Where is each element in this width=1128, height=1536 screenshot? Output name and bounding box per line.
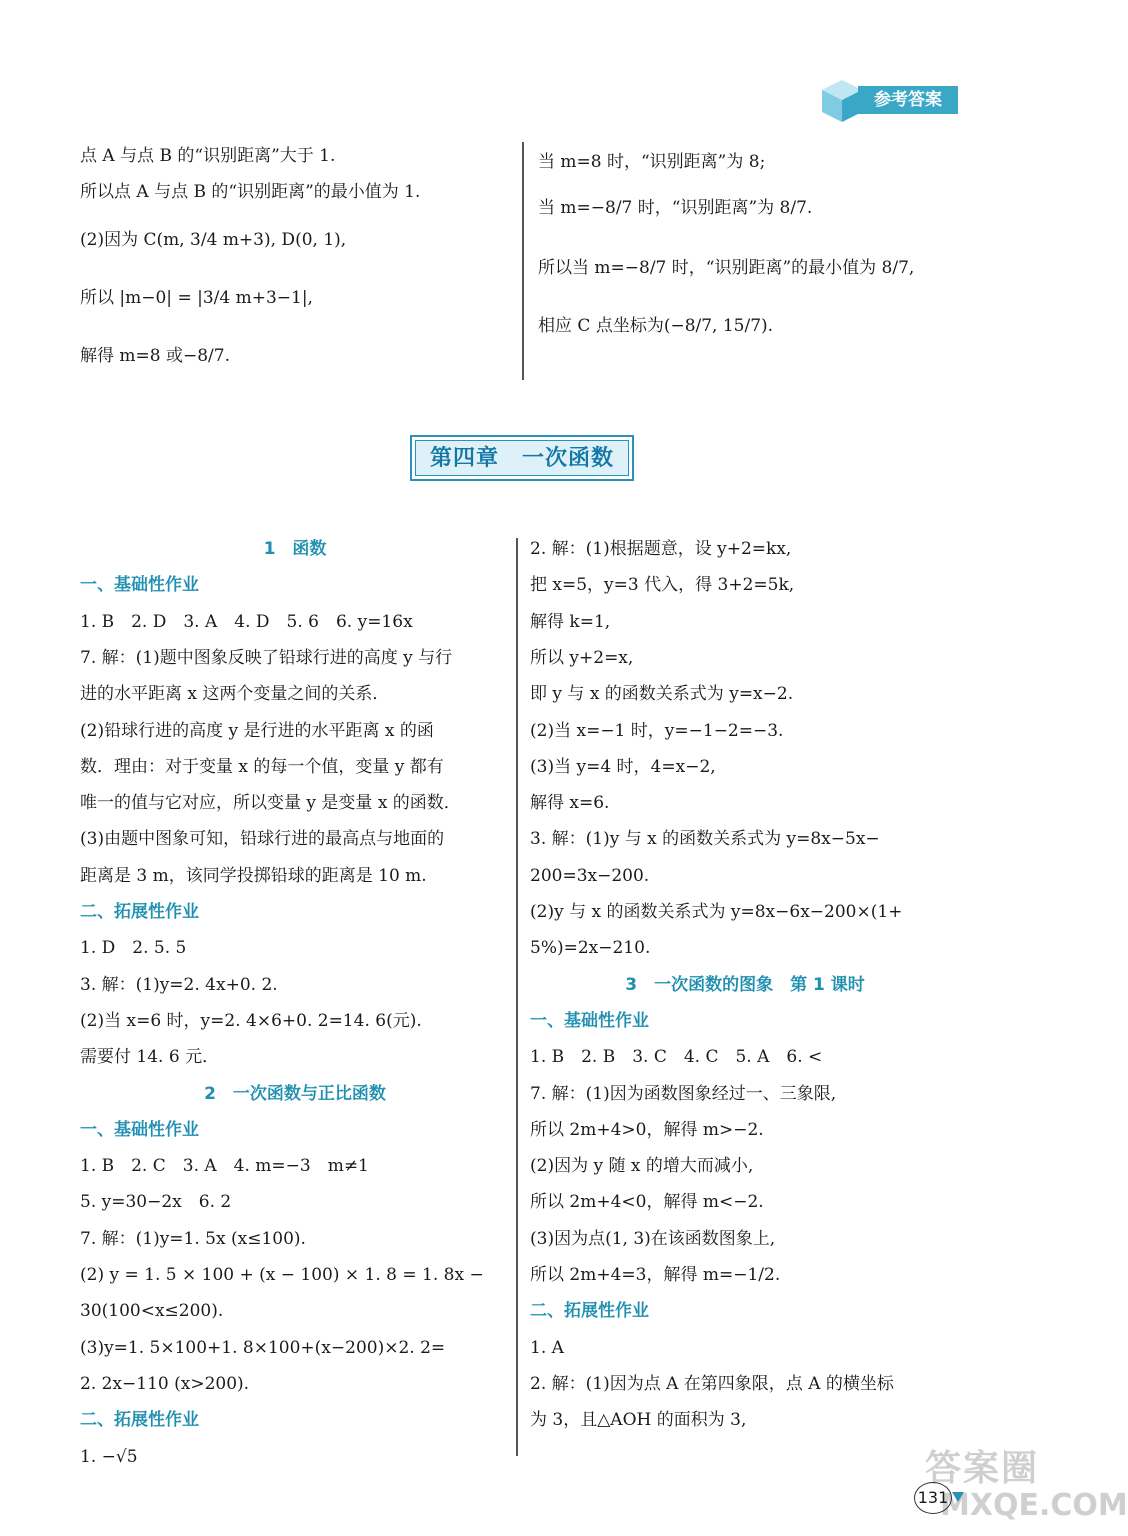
text-line: 1. B 2. B 3. C 4. C 5. A 6. < (530, 1047, 823, 1068)
text-line: (3)由题中图象可知，铅球行进的最高点与地面的 (80, 829, 445, 850)
text-line: 3. 解：(1)y 与 x 的函数关系式为 y=8x−5x− (530, 829, 880, 850)
text-line: 2. 解：(1)根据题意，设 y+2=kx, (530, 539, 792, 559)
text-line: 把 x=5，y=3 代入，得 3+2=5k, (530, 575, 795, 596)
text-line: 所以 |m−0| = |3/4 m+3−1|, (80, 288, 313, 308)
text-line: 7. 解：(1)因为函数图象经过一、三象限, (530, 1083, 837, 1104)
text-line: (2) y = 1. 5 × 100 + (x − 100) × 1. 8 = 1. 8x − (80, 1265, 484, 1285)
text-line: 进的水平距离 x 这两个变量之间的关系． (80, 684, 390, 705)
section-heading: 二、拓展性作业 (80, 1410, 199, 1431)
page-number: 131 (914, 1482, 952, 1514)
text-line: (3)当 y=4 时，4=x−2, (530, 756, 716, 777)
text-line: 解得 x=6. (530, 793, 610, 814)
section-heading: 一、基础性作业 (530, 1010, 649, 1031)
text-line: 所以 2m+4>0，解得 m>−2. (530, 1119, 764, 1140)
text-line: 唯一的值与它对应，所以变量 y 是变量 x 的函数． (80, 793, 461, 814)
text-line: 30(100<x≤200). (80, 1301, 224, 1322)
text-line: 2. 2x−110 (x>200). (80, 1373, 250, 1394)
text-line: 5. y=30−2x 6. 2 (80, 1192, 232, 1213)
text-line: 当 m=8 时，“识别距离”为 8; (538, 152, 766, 172)
watermark-url: MXQE.COM (940, 1488, 1128, 1523)
chapter-title: 第四章 一次函数 (415, 440, 629, 476)
text-line: 5%)=2x−210. (530, 938, 651, 959)
lesson-heading: 1 函数 (263, 539, 327, 559)
lesson-heading: 3 一次函数的图象 第 1 课时 (625, 974, 865, 995)
text-line: (2)因为 C(m, 3/4 m+3), D(0, 1), (80, 230, 347, 250)
text-line: (2)当 x=6 时，y=2. 4×6+0. 2=14. 6(元). (80, 1010, 422, 1031)
text-line: 7. 解：(1)题中图象反映了铅球行进的高度 y 与行 (80, 647, 453, 668)
badge-label: 参考答案 (858, 86, 958, 114)
text-line: 距离是 3 m，该同学投掷铅球的距离是 10 m. (80, 865, 427, 886)
text-line: 200=3x−200. (530, 865, 650, 886)
text-line: 需要付 14. 6 元． (80, 1047, 220, 1068)
text-line: (2)铅球行进的高度 y 是行进的水平距离 x 的函 (80, 720, 434, 741)
lesson-heading: 2 一次函数与正比函数 (204, 1083, 386, 1104)
text-line: 1. A (530, 1337, 564, 1358)
chapter-title-box (410, 435, 634, 481)
text-line: 为 3，且△AOH 的面积为 3, (530, 1410, 747, 1431)
text-line: 2. 解：(1)因为点 A 在第四象限，点 A 的横坐标 (530, 1373, 894, 1394)
text-line: 1. D 2. 5. 5 (80, 938, 187, 959)
text-line: (2)y 与 x 的函数关系式为 y=8x−6x−200×(1+ (530, 902, 903, 922)
section-heading: 二、拓展性作业 (530, 1301, 649, 1322)
text-line: 相应 C 点坐标为(−8/7, 15/7). (538, 316, 774, 336)
text-line: 所以点 A 与点 B 的“识别距离”的最小值为 1. (80, 182, 421, 202)
text-line: 所以 2m+4<0，解得 m<−2. (530, 1192, 764, 1213)
text-line: (2)因为 y 随 x 的增大而减小, (530, 1156, 754, 1177)
answer-badge (818, 76, 960, 124)
section-heading: 一、基础性作业 (80, 1119, 199, 1140)
text-line: 所以 2m+4=3，解得 m=−1/2. (530, 1265, 781, 1285)
text-line: 7. 解：(1)y=1. 5x (x≤100). (80, 1228, 306, 1249)
text-line: (3)因为点(1, 3)在该函数图象上, (530, 1228, 776, 1249)
text-line: 解得 m=8 或−8/7. (80, 346, 230, 366)
text-line: 3. 解：(1)y=2. 4x+0. 2. (80, 974, 278, 995)
text-line: 1. B 2. D 3. A 4. D 5. 6 6. y=16x (80, 611, 413, 632)
section-heading: 二、拓展性作业 (80, 902, 199, 922)
text-line: 点 A 与点 B 的“识别距离”大于 1. (80, 146, 336, 166)
section-heading: 一、基础性作业 (80, 575, 199, 596)
text-line: (3)y=1. 5×100+1. 8×100+(x−200)×2. 2= (80, 1337, 446, 1358)
text-line: 当 m=−8/7 时，“识别距离”为 8/7. (538, 198, 813, 218)
text-line: 1. −√5 (80, 1446, 138, 1467)
text-line: 数．理由：对于变量 x 的每一个值，变量 y 都有 (80, 756, 444, 777)
text-line: 所以 y+2=x, (530, 647, 634, 668)
text-line: 解得 k=1, (530, 611, 611, 632)
column-divider (516, 538, 518, 1456)
text-line: 1. B 2. C 3. A 4. m=−3 m≠1 (80, 1156, 369, 1177)
triangle-down-icon (952, 1492, 964, 1502)
column-divider (522, 142, 524, 380)
text-line: 即 y 与 x 的函数关系式为 y=x−2. (530, 684, 794, 705)
watermark-logo: 答案圈 (925, 1448, 1040, 1489)
text-line: 所以当 m=−8/7 时，“识别距离”的最小值为 8/7, (538, 258, 915, 278)
text-line: (2)当 x=−1 时，y=−1−2=−3. (530, 720, 784, 741)
